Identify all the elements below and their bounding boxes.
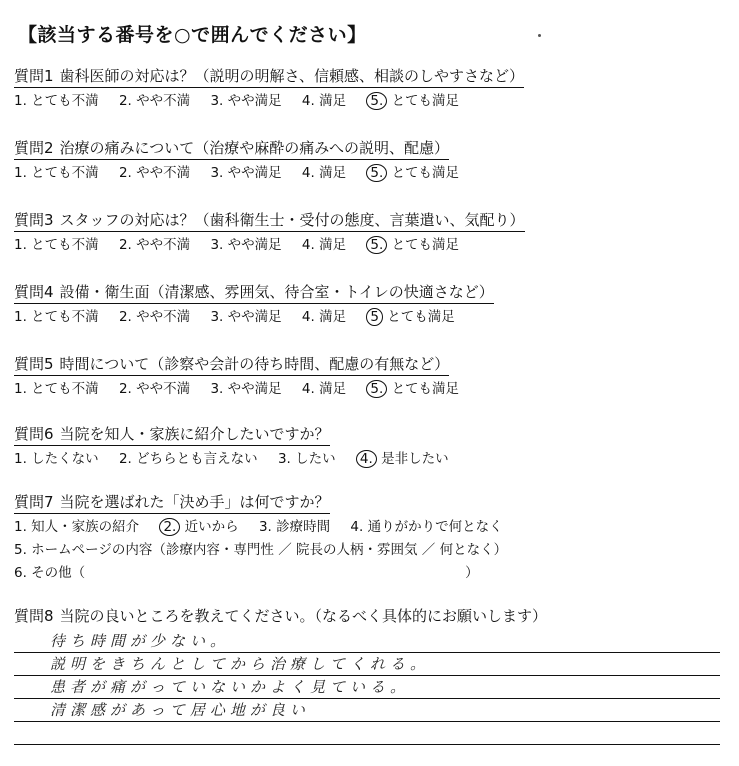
option-2[interactable]: 2. やや不満 [118, 381, 191, 397]
selected-circle: 2. [159, 518, 180, 536]
option-4[interactable]: 4. 満足 [301, 381, 347, 397]
option-1[interactable]: 1. とても不満 [14, 165, 99, 181]
scan-speck [538, 34, 541, 37]
option-6-close: ） [465, 565, 479, 581]
option-5-selected[interactable] [366, 237, 459, 253]
question-number: 質問1 [14, 67, 54, 85]
answer-line [14, 653, 720, 676]
option-1[interactable]: 1. とても不満 [14, 237, 99, 253]
selected-circle: 5. [366, 380, 387, 398]
question-number: 質問5 [14, 355, 54, 373]
question-number: 質問3 [14, 211, 54, 229]
answer-line [14, 722, 720, 745]
answer-options [14, 91, 524, 111]
handwritten-answer: 患者が痛がっていないかよく見ている。 [50, 678, 411, 696]
option-5-selected[interactable] [366, 381, 459, 397]
question-text: 当院を選ばれた「決め手」は何ですか？ [59, 493, 330, 511]
question-text: 設備・衛生面（清潔感、雰囲気、待合室・トイレの快適さなど） [59, 283, 494, 301]
question-title [14, 66, 524, 88]
question-7 [14, 492, 523, 583]
question-text: 歯科医師の対応は？（説明の明解さ、信頼感、相談のしやすさなど） [59, 67, 524, 85]
option-6[interactable]: 6. その他（ [14, 565, 86, 581]
option-4-selected[interactable] [356, 451, 449, 467]
option-1[interactable]: 1. とても不満 [14, 93, 99, 109]
option-1[interactable]: 1. とても不満 [14, 381, 99, 397]
option-2[interactable]: 2. やや不満 [118, 309, 191, 325]
handwritten-answer: 説明をきちんとしてから治療してくれる。 [50, 655, 431, 673]
option-1[interactable]: 1. とても不満 [14, 309, 99, 325]
answer-options [14, 379, 475, 399]
option-2-selected[interactable] [159, 519, 238, 535]
page-heading: 【該当する番号を○で囲んでください】 [18, 24, 367, 46]
option-2[interactable]: 2. やや不満 [118, 237, 191, 253]
answer-line [14, 630, 720, 653]
handwritten-answer: 清潔感があって居心地が良い [50, 701, 310, 719]
question-number: 質問7 [14, 493, 54, 511]
selected-circle: 5. [366, 236, 387, 254]
question-number: 質問8 [14, 607, 54, 625]
question-title [14, 282, 494, 304]
answer-options [14, 449, 465, 469]
answer-line [14, 676, 720, 699]
option-3[interactable]: 3. したい [277, 451, 336, 467]
option-1[interactable]: 1. したくない [14, 451, 99, 467]
question-number: 質問2 [14, 139, 54, 157]
option-3[interactable]: 3. やや満足 [210, 237, 282, 253]
question-title [14, 138, 449, 160]
question-text: 当院の良いところを教えてください。（なるべく具体的にお願いします） [59, 607, 548, 625]
option-3[interactable]: 3. やや満足 [210, 165, 282, 181]
selected-label: とても満足 [391, 165, 460, 181]
question-5 [14, 354, 475, 399]
option-3[interactable]: 3. やや満足 [210, 309, 282, 325]
question-text: スタッフの対応は？（歯科衛生士・受付の態度、言葉遣い、気配り） [59, 211, 525, 229]
question-1 [14, 66, 524, 111]
option-4[interactable]: 4. 通りがかりで何となく [350, 519, 503, 535]
answer-options-line-2 [14, 540, 523, 560]
option-2[interactable]: 2. やや不満 [118, 93, 191, 109]
question-text: 治療の痛みについて（治療や麻酔の痛みへの説明、配慮） [59, 139, 449, 157]
selected-label: 是非したい [381, 451, 449, 467]
question-title [14, 210, 525, 232]
answer-options [14, 163, 475, 183]
selected-label: とても満足 [391, 381, 460, 397]
option-2[interactable]: 2. やや不満 [118, 165, 191, 181]
option-3[interactable]: 3. 診療時間 [258, 519, 331, 535]
option-4[interactable]: 4. 満足 [301, 93, 347, 109]
answer-options-line-3 [14, 563, 523, 583]
answer-options-line-1 [14, 517, 523, 537]
selected-circle: 5 [366, 308, 383, 326]
question-title [14, 424, 330, 446]
selected-circle: 4. [356, 450, 377, 468]
answer-line [14, 699, 720, 722]
handwritten-answer: 待ち時間が少ない。 [50, 632, 231, 650]
option-2[interactable]: 2. どちらとも言えない [118, 451, 258, 467]
question-text: 当院を知人・家族に紹介したいですか？ [59, 425, 330, 443]
selected-label: とても満足 [391, 237, 460, 253]
selected-label: とても満足 [391, 93, 460, 109]
answer-options [14, 235, 525, 255]
option-4[interactable]: 4. 満足 [301, 309, 347, 325]
answer-options [14, 307, 494, 327]
question-title [14, 354, 449, 376]
question-text: 時間について（診察や会計の待ち時間、配慮の有無など） [59, 355, 450, 373]
selected-label: とても満足 [387, 309, 455, 325]
question-2 [14, 138, 475, 183]
question-4 [14, 282, 494, 327]
option-4[interactable]: 4. 満足 [301, 237, 347, 253]
option-5-selected[interactable] [366, 309, 454, 325]
question-number: 質問6 [14, 425, 54, 443]
option-3[interactable]: 3. やや満足 [210, 93, 282, 109]
option-5[interactable]: 5. ホームページの内容（診療内容・専門性 ／ 院長の人柄・雰囲気 ／ 何となく） [14, 542, 508, 558]
selected-circle: 5. [366, 92, 387, 110]
question-6 [14, 424, 465, 469]
option-3[interactable]: 3. やや満足 [210, 381, 282, 397]
selected-label: 近いから [184, 519, 239, 535]
question-number: 質問4 [14, 283, 54, 301]
option-5-selected[interactable] [366, 165, 459, 181]
question-title [14, 492, 330, 514]
option-4[interactable]: 4. 満足 [301, 165, 347, 181]
question-3 [14, 210, 525, 255]
option-5-selected[interactable] [366, 93, 459, 109]
answer-lines[interactable] [14, 630, 720, 745]
option-1[interactable]: 1. 知人・家族の紹介 [14, 519, 140, 535]
selected-circle: 5. [366, 164, 387, 182]
question-8 [14, 606, 547, 626]
